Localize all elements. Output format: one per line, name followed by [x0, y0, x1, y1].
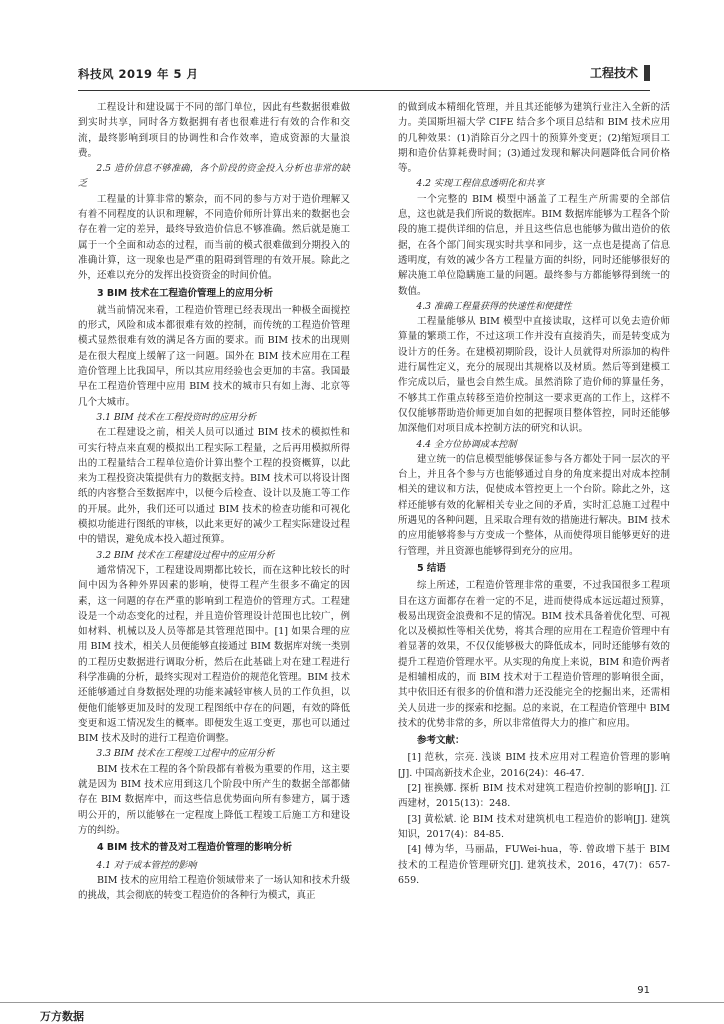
right-column: [398, 100, 670, 888]
right-reference-item: [2] 崔换娜. 探析 BIM 技术对建筑工程造价控制的影响[J]. 江西建材，2015(13)：248.: [398, 783, 670, 810]
right-paragraph: 的做到成本精细化管理，并且其还能够为建筑行业注入全新的活力。美国斯坦福大学 CIFE 结合多个项目总结和 BIM 技术应用的几种效果：(1)消除百分之四十的预算外变更；(2)缩短项目工期和造价估算耗费时间；(3)通过发现和解决问题降低合同价格等。: [398, 102, 670, 175]
section-label: 工程技术: [589, 66, 638, 80]
left-paragraph: BIM 技术在工程的各个阶段都有着极为重要的作用，这主要就是因为 BIM 技术应用到这几个阶段中所产生的数据全部都储存在 BIM 数据库中，而这些信息优势面向所有参建方，属于透明公开的，所以能够在一定程度上降低工程竣工后施工方和建设方的纠纷。: [78, 763, 350, 836]
footer-divider: [0, 1002, 724, 1003]
right-reference-item: [1] 范秋，宗亮. 浅谈 BIM 技术应用对工程造价管理的影响[J]. 中国高新技术企业，2016(24)：46-47.: [398, 752, 670, 779]
page-header: [78, 62, 650, 84]
header-divider: [78, 90, 650, 91]
left-paragraph: BIM 技术的应用给工程造价领域带来了一场认知和技术升级的挑战，其会彻底的转变工程造价的各种行为模式，真正: [78, 874, 350, 902]
left-column: [78, 100, 350, 903]
right-section-heading: 5 结语: [417, 562, 446, 574]
right-reference-item: [3] 黄松斌. 论 BIM 技术对建筑机电工程造价的影响[J]. 建筑知识，2017(4)：84-85.: [398, 813, 670, 840]
left-subsection-heading: 3.1 BIM 技术在工程投资时的应用分析: [96, 411, 257, 423]
journal-title: 科技风 2019 年 5 月: [78, 67, 199, 81]
section-title: [590, 64, 650, 81]
right-subsection-heading: 4.4 全方位协调成本控制: [416, 438, 517, 450]
right-subsection-heading: 4.3 准确工程量获得的快速性和便捷性: [416, 300, 572, 312]
footer-brand: 万方数据: [40, 1010, 84, 1023]
left-paragraph: 就当前情况来看，工程造价管理已经表现出一种极全面搅控的形式，风险和成本都很难有效的控制，而传统的工程造价管理模式显然很难有效的满足各方面的要求。而 BIM 技术的出现则是在很大程度上缓解了这一问题。国外在 BIM 技术应用在工程造价管理上比我国早，所以其应用经验也会更加的丰富。我国最早在工程造价管理中应用 BIM 技术的城市只有如上海、北京等几个大城市。: [78, 304, 350, 408]
page-number: 91: [637, 985, 650, 996]
left-paragraph: 工程设计和建设属于不同的部门单位，因此有些数据很难做到实时共享，同时各方数据拥有者也很难进行有效的合作和交流，最终影响到项目的协调性和合作效率，造成资源的大量浪费。: [78, 102, 350, 159]
right-reference-item: [4] 傅为华，马丽晶，FUWei-hua，等. 曾政增下基于 BIM 技术的工程造价管理研究[J]. 建筑技术，2016，47(7)：657-659.: [398, 844, 670, 886]
right-section-heading: 参考文献：: [417, 735, 465, 747]
left-subsection-heading: 3.3 BIM 技术在工程竣工过程中的应用分析: [96, 748, 275, 760]
left-subsection-heading: 3.2 BIM 技术在工程建设过程中的应用分析: [96, 549, 275, 561]
right-paragraph: 工程量能够从 BIM 模型中直接读取，这样可以免去造价师算量的繁琐工作，不过这项工作并没有直接消失，而是转变成为设计方的任务。在建模初期阶段，设计人员就得对所添加的构件进行属性定义，充分的展现出其规格以及材质。然后等到建模工作完成以后，量也会自然生成。虽然消除了造价师的算量任务，不够其工作重点转移至造价控制这一要求更高的工作上，这样不仅仅能够帮助造价师更加自如的把握项目整体管控，同时还能够加深他们对项目成本控制方法的研究和认识。: [398, 316, 670, 435]
right-paragraph: 综上所述，工程造价管理非常的重要，不过我国很多工程项目在这方面都存在着一定的不足，进而使得成本远远超过预算，极易出现资金浪费和不足的情况。BIM 技术具备着优化型、可视化以及模拟性等相关优势，将其合理的应用在工程造价管理中有着显著的效果，不仅仅能够极大的降低成本，同时还能够有效的提升工程造价管理水平。从实现的角度上来说，BIM 和造价两者是相辅相成的，而 BIM 技术对于工程造价管理的影响很全面，其中依旧还有很多的价值和潜力还没能完全的挖掘出来，还需相关人员进一步的探索和挖掘。总的来说，在工程造价管理中 BIM 技术的优势非常的多，所以非常值得大力的推广和应用。: [398, 580, 670, 729]
left-paragraph: 通常情况下，工程建设周期都比较长，而在这种比较长的时间中因为各种外界因素的影响，使得工程产生很多不确定的因素，这一问题的存在严重的影响到工程造价的管理方式。工程建设是一个动态变化的过程，并且造价管理设计范围也比较广，例如材料、机械以及人员等都是其管理范围中。[1] 如果合理的应用 BIM 技术，相关人员便能够直接通过 BIM 数据库对统一类别的工程历史数据进行调取分析，然后在此基础上对在建工程进行科学准确的分析，最终实现对工程造价的规范化管理。BIM 技术还能够通过自身数据处理的功能来减轻审核人员的工作负担，以便他们能够更加及时的发现工程图纸中存在的问题，有效的降低变更和返工情况发生的概率。即便发生返工变更，那也可以通过 BIM 技术及时的进行工程造价调整。: [78, 564, 350, 745]
left-section-heading: 3 BIM 技术在工程造价管理上的应用分析: [97, 287, 273, 299]
left-section-heading: 4 BIM 技术的普及对工程造价管理的影响分析: [97, 842, 292, 854]
section-marker-icon: [644, 65, 650, 81]
right-subsection-heading: 4.2 实现工程信息透明化和共享: [416, 178, 545, 190]
right-paragraph: 建立统一的信息模型能够保证参与各方都处于同一层次的平台上，并且各个参与方也能够通过自身的角度来提出对成本控制相关的建议和方法，促使成本管控更上一个台阶。除此之外，这样还能够有效的化解相关专业之间的矛盾，实时汇总施工过程中所遇见的各种问题，且采取合理有效的措施进行解决。BIM 技术的应用能够将参与方变成一个整体，从而使得项目能够更好的进行管理，并且资源也能够得到充分的应用。: [398, 453, 670, 557]
right-paragraph: 一个完整的 BIM 模型中涵盖了工程生产所需要的全部信息，这也就是我们所说的数据库。BIM 数据库能够为工程各个阶段的施工提供详细的信息，并且这些信息也能够为做出造价的依据，在各个部门间实现实时共享和同步，这一点也是提高了信息透明度，有效的减少各方工程量方面的纠纷，同时还能够很好的解决施工单位隐瞒施工量的问题。最终参与方都能够得到统一的数值。: [398, 193, 670, 297]
left-subsection-heading: 4.1 对于成本管控的影响: [96, 859, 197, 871]
left-subsection-heading: 2.5 造价信息不够准确，各个阶段的资金投入分析也非常的缺乏: [78, 163, 350, 190]
left-paragraph: 在工程建设之前，相关人员可以通过 BIM 技术的模拟性和可实行特点来直观的模拟出工程实际工程量，之后再用模拟所得出的工程量结合工程单位造价计算出整个工程的投资概算，以此来为工程投资决策提供有力的数据支持。BIM 技术可以将设计图纸的内容整合至数据库中，以便今后检查、设计以及施工等工作的开展。此外，我们还可以通过 BIM 技术的检查功能和可视化模拟功能进行图纸的审核，以此来更好的减少工程实际建设过程中的错误，避免成本投入超过预算。: [78, 427, 350, 546]
left-paragraph: 工程量的计算非常的繁杂，而不同的参与方对于造价理解又有着不同程度的认识和理解，不同造价师所计算出来的数据也会存在着一定的差异，最终导致造价信息不够准确。然后就是施工属于一个全面和动态的过程，而当前的模式很难做到分期投入的准确计算，这一现象也是严重的阻碍到管理的有效开展。除此之外，还难以充分的发挥出投资资金的时间价值。: [78, 193, 350, 282]
